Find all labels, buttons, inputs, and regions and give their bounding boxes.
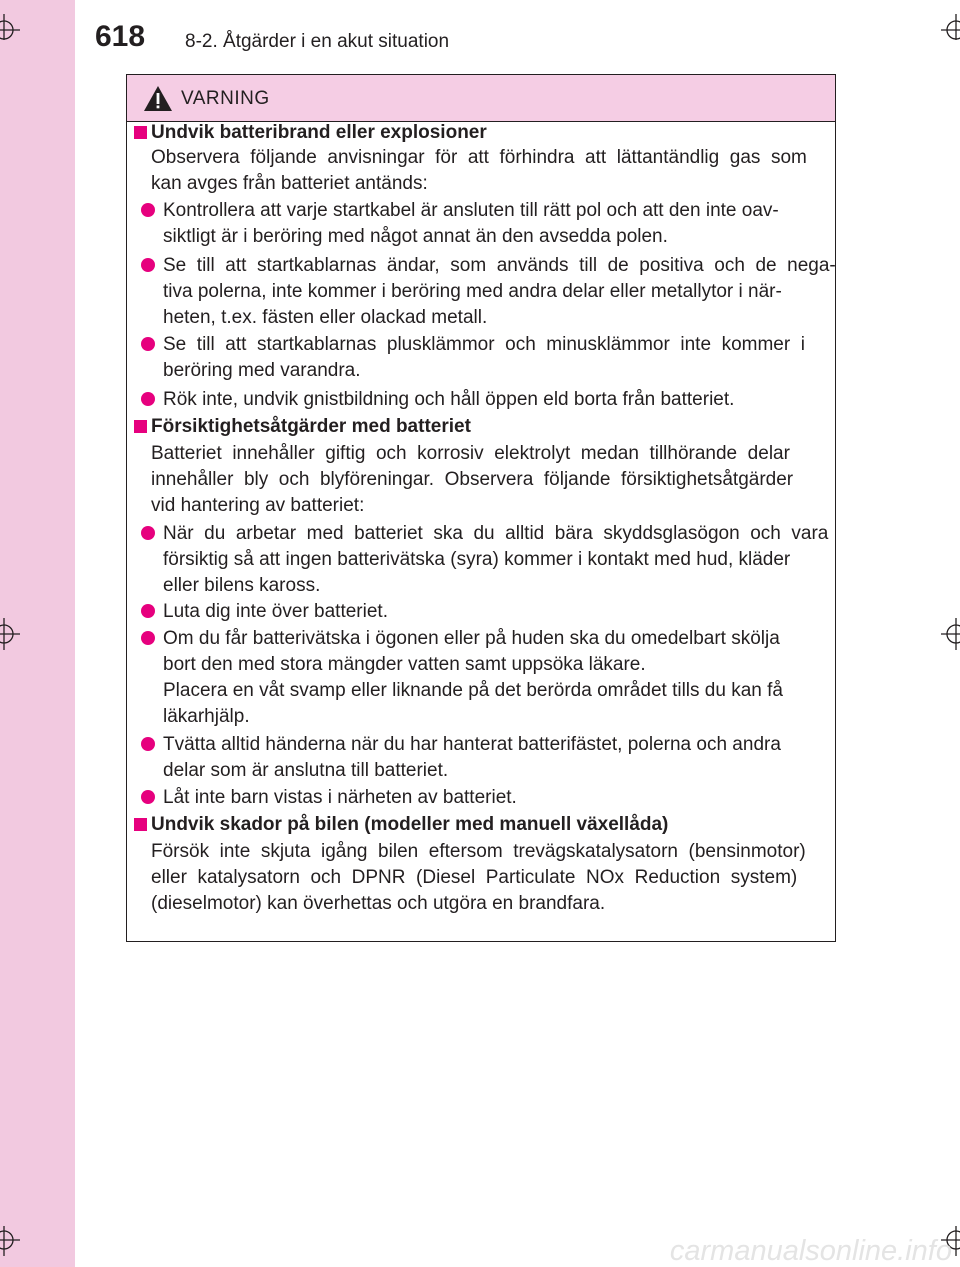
bullet-line: eller bilens kaross. [163,575,321,596]
bullet-dot-icon [141,631,155,645]
section-intro-line: Batteriet innehåller giftig och korrosiv elektrolyt medan tillhörande delar [151,443,790,464]
bullet-line: Rök inte, undvik gnistbildning och håll öppen eld borta från batteriet. [163,389,735,410]
crop-mark-icon [935,614,960,654]
section-intro-line: Försök inte skjuta igång bilen eftersom trevägskatalysatorn (bensinmotor) [151,841,806,862]
bullet-line: tiva polerna, inte kommer i beröring med andra delar eller metallytor i när- [163,281,782,302]
bullet-dot-icon [141,790,155,804]
bullet-line: bort den med stora mängder vatten samt uppsöka läkare. [163,654,646,675]
section-intro-line: eller katalysatorn och DPNR (Diesel Particulate NOx Reduction system) [151,867,798,888]
warning-label: VARNING [181,88,270,109]
bullet-line: delar som är anslutna till batteriet. [163,760,449,781]
section-marker-icon [134,126,147,139]
section-intro-line: innehåller bly och blyföreningar. Observera följande försiktighetsåtgärder [151,469,794,490]
bullet-dot-icon [141,604,155,618]
bullet-dot-icon [141,737,155,751]
bullet-line: läkarhjälp. [163,706,250,727]
bullet-line: siktligt är i beröring med något annat än den avsedda polen. [163,226,668,247]
bullet-line: Placera en våt svamp eller liknande på det berörda området tills du kan få [163,680,783,701]
bullet-dot-icon [141,258,155,272]
section-heading: Undvik skador på bilen (modeller med manuell växellåda) [151,814,669,835]
watermark [620,1232,960,1267]
bullet-dot-icon [141,392,155,406]
bullet-line: heten, t.ex. fästen eller olackad metall. [163,307,488,328]
section-marker-icon [134,420,147,433]
bullet-line: Luta dig inte över batteriet. [163,601,388,622]
section-heading: Undvik batteribrand eller explosioner [151,122,487,143]
bullet-line: Om du får batterivätska i ögonen eller på huden ska du omedelbart skölja [163,628,780,649]
section-heading: Försiktighetsåtgärder med batteriet [151,416,471,437]
bullet-line: Se till att startkablarnas ändar, som används till de positiva och de nega- [163,255,836,276]
bullet-dot-icon [141,203,155,217]
section-intro-line: (dieselmotor) kan överhettas och utgöra en brandfara. [151,893,606,914]
section-title: 8-2. Åtgärder i en akut situation [185,31,450,52]
warning-triangle-icon [143,85,173,112]
svg-text:carmanualsonline.info: carmanualsonline.info [669,1235,952,1267]
warning-box [126,74,836,942]
crop-mark-icon [0,614,30,654]
bullet-line: Tvätta alltid händerna när du har hanterat batterifästet, polerna och andra [163,734,781,755]
crop-mark-icon [0,1226,30,1267]
bullet-line: Kontrollera att varje startkabel är ansluten till rätt pol och att den inte oav- [163,200,779,221]
section-intro-line: vid hantering av batteriet: [151,495,365,516]
section-intro-line: Observera följande anvisningar för att förhindra att lättantändlig gas som [151,147,807,168]
section-intro-line: kan avges från batteriet antänds: [151,173,428,194]
crop-mark-icon [0,0,30,40]
section-marker-icon [134,818,147,831]
bullet-dot-icon [141,337,155,351]
bullet-line: Låt inte barn vistas i närheten av batteriet. [163,787,517,808]
crop-mark-icon [935,0,960,40]
bullet-line: försiktig så att ingen batterivätska (syra) kommer i kontakt med hud, kläder [163,549,791,570]
warning-header [127,75,835,122]
bullet-line: När du arbetar med batteriet ska du alltid bära skyddsglasögon och vara [163,523,829,544]
bullet-dot-icon [141,526,155,540]
bullet-line: beröring med varandra. [163,360,361,381]
page-number: 618 [95,20,146,53]
bullet-line: Se till att startkablarnas plusklämmor och minusklämmor inte kommer i [163,334,805,355]
